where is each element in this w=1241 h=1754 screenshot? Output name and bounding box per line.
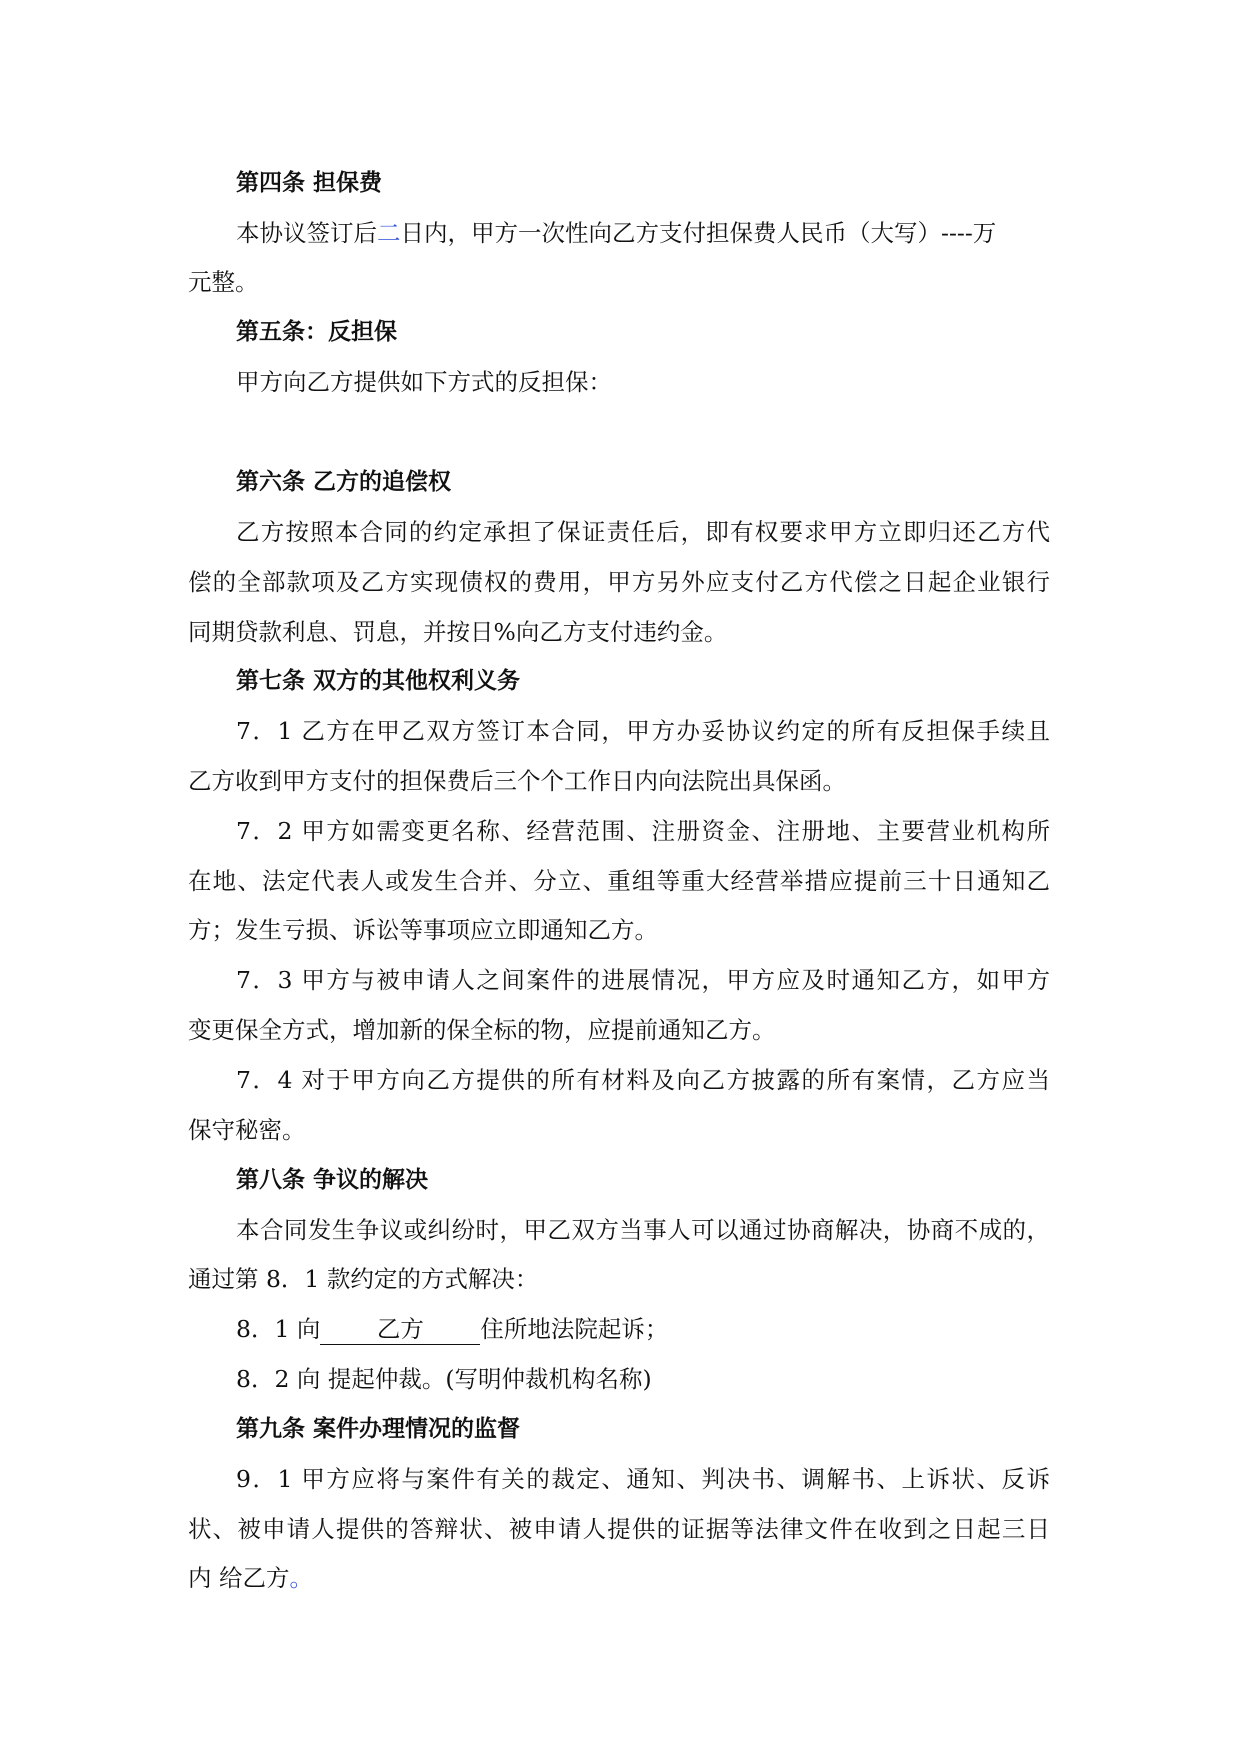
clause-7-4-line1: 7．4 对于甲方向乙方提供的所有材料及向乙方披露的所有案情，乙方应当 [236, 1066, 1050, 1094]
article4-paragraph-line2: 元整。 [188, 268, 259, 296]
clause-7-2-line1: 7．2 甲方如需变更名称、经营范围、注册资金、注册地、主要营业机构所 [236, 817, 1050, 845]
article4-text-b: 日内，甲方一次性向乙方支付担保费人民币（大写）----万 [400, 219, 997, 247]
clause-8-1-suffix: 住所地法院起诉； [480, 1315, 669, 1343]
clause-7-1-line1: 7．1 乙方在甲乙双方签订本合同，甲方办妥协议约定的所有反担保手续且 [236, 717, 1050, 745]
article8-line1: 本合同发生争议或纠纷时，甲乙双方当事人可以通过协商解决，协商不成的， [236, 1216, 1050, 1244]
clause-7-1-line2: 乙方收到甲方支付的担保费后三个个工作日内向法院出具保函。 [188, 767, 846, 795]
clause-9-1-line2: 状、被申请人提供的答辩状、被申请人提供的证据等法律文件在收到之日起三日 [188, 1515, 1050, 1543]
article4-text-a: 本协议签订后 [236, 219, 377, 247]
clause-9-1-line3 [188, 1559, 313, 1593]
article6-heading: 第六条 乙方的追偿权 [236, 469, 452, 495]
article8-line2: 通过第 8．1 款约定的方式解决： [188, 1265, 539, 1293]
clause-9-1-line3-text: 内 给乙方 [188, 1564, 290, 1592]
article4-heading: 第四条 担保费 [236, 170, 383, 196]
article5-heading: 第五条：反担保 [236, 319, 397, 345]
clause-7-3-line1: 7．3 甲方与被申请人之间案件的进展情况，甲方应及时通知乙方，如甲方 [236, 966, 1050, 994]
clause-8-1-prefix: 8．1 向 [236, 1315, 321, 1343]
clause-9-1-line3-period: 。 [289, 1564, 313, 1592]
article6-line1: 乙方按照本合同的约定承担了保证责任后，即有权要求甲方立即归还乙方代 [236, 518, 1050, 546]
clause-7-4-line2: 保守秘密。 [188, 1116, 306, 1144]
article4-days-number: 二 [377, 219, 401, 247]
clause-8-1 [236, 1310, 668, 1345]
clause-7-2-line2: 在地、法定代表人或发生合并、分立、重组等重大经营举措应提前三十日通知乙 [188, 867, 1050, 895]
clause-8-2: 8．2 向 提起仲裁。(写明仲裁机构名称) [236, 1365, 652, 1393]
clause-8-1-party-blank: 乙方 [320, 1310, 480, 1345]
article5-paragraph: 甲方向乙方提供如下方式的反担保： [236, 368, 612, 396]
article9-heading: 第九条 案件办理情况的监督 [236, 1416, 521, 1442]
clause-9-1-line1: 9．1 甲方应将与案件有关的裁定、通知、判决书、调解书、上诉状、反诉 [236, 1465, 1050, 1493]
article6-line2: 偿的全部款项及乙方实现债权的费用，甲方另外应支付乙方代偿之日起企业银行 [188, 568, 1050, 596]
article7-heading: 第七条 双方的其他权利义务 [236, 668, 521, 694]
clause-7-3-line2: 变更保全方式，增加新的保全标的物，应提前通知乙方。 [188, 1016, 776, 1044]
article4-paragraph-line1 [236, 214, 996, 248]
clause-7-2-line3: 方；发生亏损、诉讼等事项应立即通知乙方。 [188, 916, 658, 944]
article8-heading: 第八条 争议的解决 [236, 1167, 429, 1193]
article6-line3: 同期贷款利息、罚息，并按日%向乙方支付违约金。 [188, 618, 728, 646]
